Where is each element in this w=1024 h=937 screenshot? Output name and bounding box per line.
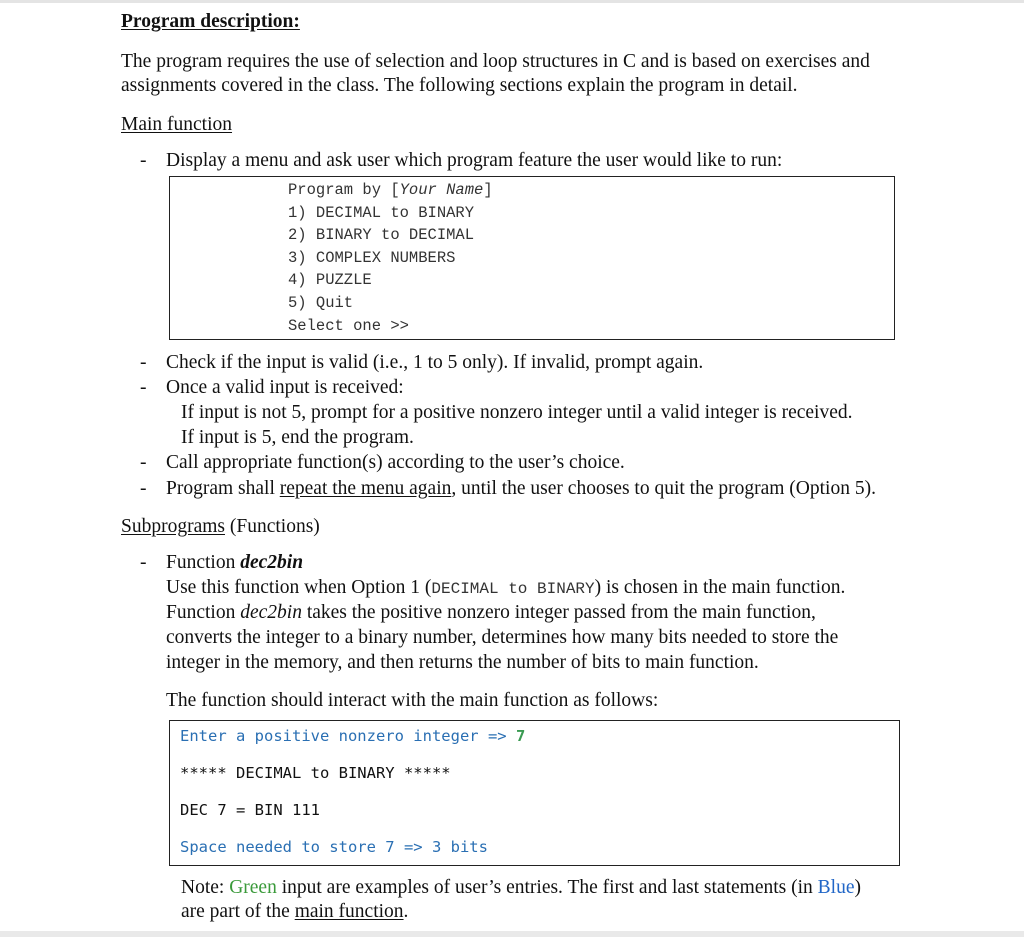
function-desc-line-2 (166, 600, 816, 625)
menu-option: 2) BINARY to DECIMAL (288, 226, 475, 245)
function-desc-line-3: converts the integer to a binary number, determines how many bits needed to store the (166, 627, 839, 648)
subprograms-title-suffix: (Functions) (225, 516, 320, 537)
example-line-result: DEC 7 = BIN 111 (180, 801, 320, 819)
function-name: dec2bin (240, 552, 304, 573)
sub-bullet-is-5: If input is 5, end the program. (181, 427, 414, 448)
bullet-repeat-post: , until the user chooses to quit the program (Option 5). (451, 478, 876, 499)
subprograms-title-text: Subprograms (121, 516, 225, 537)
desc2-post: takes the positive nonzero integer passed from the main function, (301, 602, 816, 623)
bullet-dash: - (140, 377, 147, 398)
menu-option: 5) Quit (288, 293, 354, 312)
repeat-menu-link: repeat the menu again (279, 478, 452, 499)
menu-title-name: Your Name (399, 181, 484, 199)
intro-line-1: The program requires the use of selection and loop structures in C and is based on exercises and (121, 51, 870, 72)
menu-title-prefix: Program by [ (288, 181, 400, 199)
example-user-input: 7 (515, 727, 526, 745)
menu-option: 3) COMPLEX NUMBERS (288, 248, 456, 267)
note-green-word: Green (229, 877, 277, 898)
note-mid: input are examples of user’s entries. The first and last statements (in (276, 877, 818, 898)
bottom-band (0, 931, 1024, 937)
desc2-name: dec2bin (240, 602, 302, 623)
menu-title (288, 179, 493, 202)
desc1-pre: Use this function when Option 1 ( (166, 577, 432, 598)
main-function-title: Main function (121, 114, 233, 135)
desc1-code: DECIMAL to BINARY (431, 580, 595, 598)
bullet-check-input: Check if the input is valid (i.e., 1 to 5 only). If invalid, prompt again. (166, 352, 704, 373)
example-prompt-text: Enter a positive nonzero integer => (180, 727, 516, 745)
menu-option: 4) PUZZLE (288, 271, 372, 290)
function-desc-line-1 (166, 575, 845, 602)
bullet-dash: - (140, 352, 147, 373)
note-blue-word: Blue (817, 877, 855, 898)
example-line-header: ***** DECIMAL to BINARY ***** (180, 764, 451, 782)
desc1-post: ) is chosen in the main function. (594, 577, 846, 598)
menu-title-suffix: ] (483, 181, 493, 199)
bullet-repeat-menu (166, 476, 876, 501)
example-line-prompt (180, 727, 525, 745)
bullet-valid-input: Once a valid input is received: (166, 377, 404, 398)
example-line-bits: Space needed to store 7 => 3 bits (180, 838, 488, 856)
desc2-pre: Function (166, 602, 241, 623)
subprograms-title (121, 514, 320, 539)
note-end: ) (854, 877, 861, 898)
section-heading: Program description: (121, 11, 300, 32)
menu-box (169, 176, 895, 340)
bullet-dash: - (140, 478, 147, 499)
function-heading-prefix: Function (166, 552, 241, 573)
menu-prompt: Select one >> (288, 316, 409, 335)
function-heading (166, 550, 303, 575)
example-output-box (169, 720, 900, 866)
intro-line-2: assignments covered in the class. The following sections explain the program in detail. (121, 75, 798, 96)
bullet-dash: - (140, 150, 147, 171)
sub-bullet-not-5: If input is not 5, prompt for a positive nonzero integer until a valid integer is received. (181, 402, 853, 423)
interaction-intro: The function should interact with the main function as follows: (166, 690, 659, 711)
bullet-display-menu: Display a menu and ask user which program feature the user would like to run: (166, 150, 783, 171)
bullet-call-function: Call appropriate function(s) according to the user’s choice. (166, 452, 625, 473)
menu-option: 1) DECIMAL to BINARY (288, 203, 475, 222)
top-rule (0, 0, 1024, 3)
note-line2-pre: are part of the (181, 901, 295, 922)
bullet-repeat-pre: Program shall (166, 478, 280, 499)
menu-lines (288, 179, 493, 337)
function-desc-line-4: integer in the memory, and then returns the number of bits to main function. (166, 652, 759, 673)
note-pre: Note: (181, 877, 230, 898)
bullet-dash: - (140, 552, 147, 573)
note-line-1 (181, 875, 861, 900)
note-line-2 (181, 899, 408, 924)
main-function-link: main function (294, 901, 404, 922)
note-line2-post: . (403, 901, 409, 922)
bullet-dash: - (140, 452, 147, 473)
